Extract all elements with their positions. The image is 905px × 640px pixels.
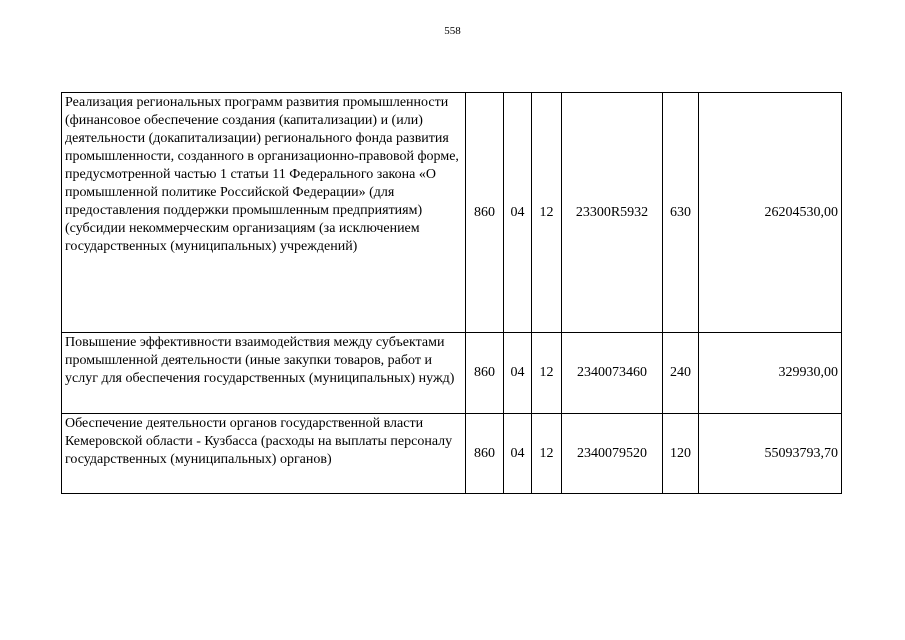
subsection-code-cell: 12: [532, 333, 562, 414]
target-code-cell: 2340079520: [562, 414, 663, 494]
row-name-cell: Повышение эффективности взаимодействия между субъектами промышленной деятельности (иные закупки товаров, работ и услуг для обеспечения государственных (муниципальных) нужд): [62, 333, 466, 414]
amount-cell: 55093793,70: [699, 414, 842, 494]
table-row: [62, 93, 842, 333]
target-code-cell: 23300R5932: [562, 93, 663, 333]
target-code-cell: 2340073460: [562, 333, 663, 414]
amount-cell: 329930,00: [699, 333, 842, 414]
section-code-cell: 04: [504, 93, 532, 333]
expense-type-cell: 120: [663, 414, 699, 494]
table-row: [62, 333, 842, 414]
expense-type-cell: 630: [663, 93, 699, 333]
subsection-code-cell: 12: [532, 93, 562, 333]
amount-cell: 26204530,00: [699, 93, 842, 333]
row-name-cell: Реализация региональных программ развития промышленности (финансовое обеспечение создания (капитализации) и (или) деятельности (докапитализации) регионального фонда развития промышленности, созданного в организационно-правовой форме, предусмотренной частью 1 статьи 11 Федерального закона «О промышленной политике Российской Федерации» (для предоставления поддержки промышленным предприятиям) (субсидии некоммерческим организациям (за исключением государственных (муниципальных) учреждений): [62, 93, 466, 333]
row-name-cell: Обеспечение деятельности органов государственной власти Кемеровской области - Кузбасса (расходы на выплаты персоналу государственных (муниципальных) органов): [62, 414, 466, 494]
section-code-cell: 04: [504, 333, 532, 414]
dept-code-cell: 860: [466, 414, 504, 494]
table-row: [62, 414, 842, 494]
page-number: 558: [444, 25, 461, 37]
budget-table: [61, 92, 842, 494]
expense-type-cell: 240: [663, 333, 699, 414]
section-code-cell: 04: [504, 414, 532, 494]
subsection-code-cell: 12: [532, 414, 562, 494]
dept-code-cell: 860: [466, 333, 504, 414]
dept-code-cell: 860: [466, 93, 504, 333]
